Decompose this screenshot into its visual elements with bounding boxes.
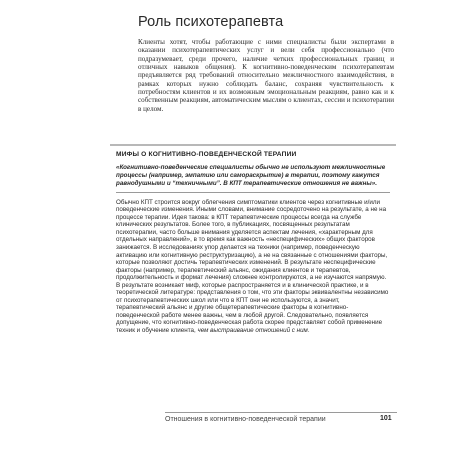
running-footer [165, 412, 397, 423]
myths-box-body [116, 199, 390, 335]
intro-paragraph: Клиенты хотят, чтобы работающие с ними специалисты были экспертами в оказании психотерапевтических услуг и вели себя профессионально (что подразумевает, среди прочего, наличие четких профессиональных границ и отличных навыков общения). К когнитивно-поведенческим психотерапевтам предъявляется ряд требований относительно межличностного взаимодействия, в рамках которых нужно соблюдать баланс, сохраняя чувствительность к потребностям клиентов и их возможным эмоциональным реакциям, равно как и к собственным реакциям, автоматическим мыслям о клиентах, сессии и психотерапии в целом. [138, 38, 394, 113]
body-emphasis: чем выстраивание отношений с ним [197, 327, 308, 335]
footer-book-title: Отношения в когнитивно-поведенческой терапии [165, 416, 326, 423]
body-end: . [307, 327, 310, 335]
myths-box-title: МИФЫ О КОГНИТИВНО-ПОВЕДЕНЧЕСКОЙ ТЕРАПИИ [116, 151, 297, 158]
page-number: 101 [380, 415, 392, 422]
myths-box [110, 144, 396, 403]
body-text: Обычно КПТ строится вокруг облегчения симптоматики клиентов через когнитивные и/или поведенческие изменения. Иными словами, внимание сосредоточено на результате, а не на процессе терапии. Идея такова: в КПТ терапевтические процессы всегда на службе клинических результатов. Более того, в публикациях, посвященных результатам психотерапии, часто больше внимания уделяется аспектам лечения, «характерным для отдельных направлений», в то время как важность «неспецифических» общих факторов занижается. В исследованиях упор делается на техники (например, поведенческую активацию или когнитивную реструктуризацию), а не на связанные с отношениями факторы, которые позволяют достичь терапевтических изменений. В результате неспецифические факторы (например, терапевтический альянс, ожидания клиентов и терапевтов, продолжительность и формат лечения) сложнее контролируются, а не изучаются напрямую. В результате возникает миф, которые распространяется и в клинической практике, и в теоретической литературе: представления о том, что эти факторы эквивалентны независимо от психотерапевтических школ или что в КПТ они не используются, а значит, терапевтический альянс и другие общетерапевтические факторы в когнитивно-поведенческой работе менее важны, чем в любой другой. Следовательно, появляется допущение, что когнитивно-поведенческая работа скорее представляет собой применение техник и обучение клиента, [116, 198, 389, 335]
section-heading: Роль психотерапевта [138, 14, 284, 30]
intro-text [138, 38, 394, 113]
myths-box-quote: «Когнитивно-поведенческие специалисты обычно не используют межличностные процессы (например, эмпатию или самораскрытие) в терапии, поэтому кажутся равнодушными и “техничными”. В КПТ терапевтические отношения не важны». [116, 164, 390, 193]
